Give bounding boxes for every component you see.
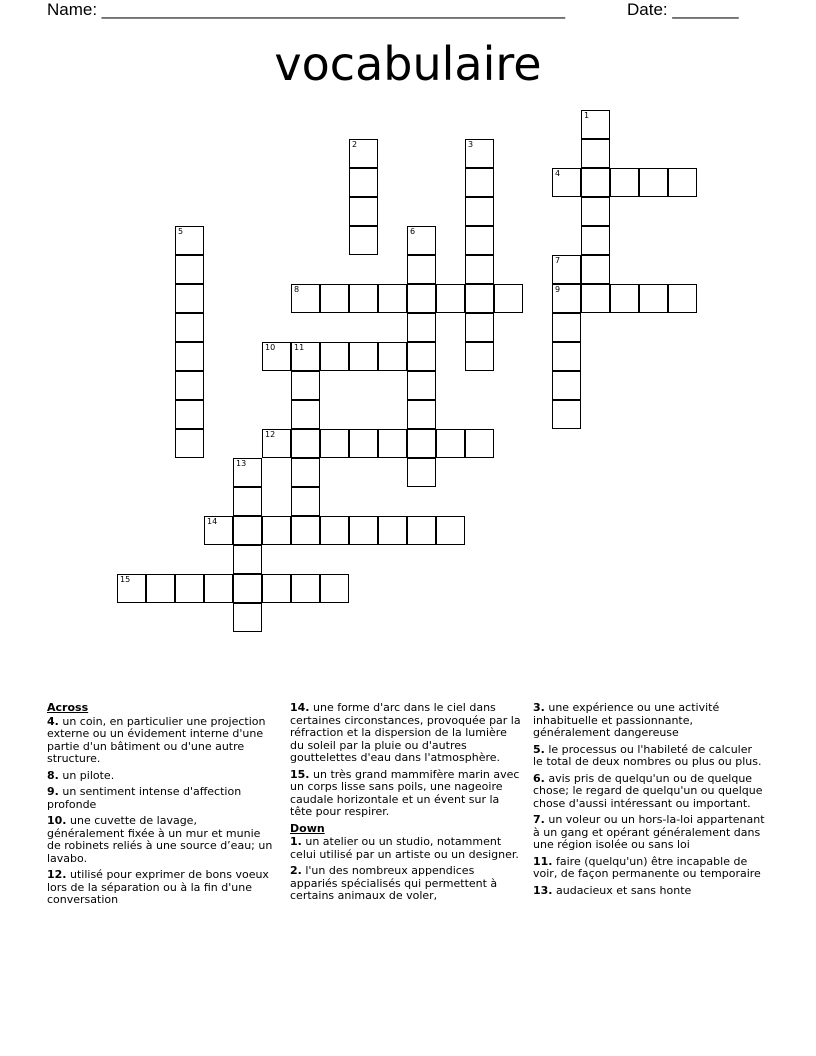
clue-number: 12. bbox=[47, 868, 67, 881]
clue-number: 15. bbox=[290, 767, 310, 781]
crossword-cell[interactable] bbox=[465, 255, 494, 284]
crossword-cell[interactable] bbox=[349, 197, 378, 226]
crossword-cell[interactable] bbox=[407, 342, 436, 371]
clue-across-4 bbox=[47, 716, 277, 766]
crossword-cell[interactable] bbox=[465, 313, 494, 342]
crossword-cell[interactable] bbox=[320, 574, 349, 603]
clue-number: 3. bbox=[533, 701, 545, 714]
clue-number: 4. bbox=[47, 714, 59, 728]
clue-down-5 bbox=[533, 744, 765, 769]
crossword-cell[interactable] bbox=[407, 429, 436, 458]
clue-number-label: 11 bbox=[294, 343, 305, 352]
crossword-cell[interactable] bbox=[668, 168, 697, 197]
crossword-cell[interactable] bbox=[610, 168, 639, 197]
crossword-cell[interactable] bbox=[465, 139, 494, 168]
clue-text: faire (quelqu'un) être incapable de voir, de façon permanente ou temporaire bbox=[533, 854, 761, 880]
clue-number: 10. bbox=[47, 814, 67, 827]
clue-number: 14. bbox=[290, 701, 310, 714]
clue-down-6 bbox=[533, 773, 765, 811]
crossword-cell[interactable] bbox=[581, 255, 610, 284]
crossword-cell[interactable] bbox=[175, 226, 204, 255]
clue-text: un pilote. bbox=[62, 768, 115, 782]
crossword-cell[interactable] bbox=[552, 255, 581, 284]
clue-across-12 bbox=[47, 869, 277, 907]
clue-number: 6. bbox=[533, 771, 545, 785]
crossword-cell[interactable] bbox=[291, 400, 320, 429]
clues-column-2 bbox=[290, 702, 522, 907]
clue-down-13 bbox=[533, 885, 765, 898]
crossword-cell[interactable] bbox=[436, 429, 465, 458]
crossword-cell[interactable] bbox=[291, 284, 320, 313]
crossword-cell[interactable] bbox=[175, 429, 204, 458]
crossword-cell[interactable] bbox=[552, 342, 581, 371]
clue-across-8 bbox=[47, 770, 277, 783]
crossword-cell[interactable] bbox=[320, 429, 349, 458]
crossword-cell[interactable] bbox=[233, 574, 262, 603]
across-heading: Across bbox=[47, 701, 89, 714]
crossword-cell[interactable] bbox=[465, 168, 494, 197]
crossword-cell[interactable] bbox=[465, 429, 494, 458]
crossword-cell[interactable] bbox=[378, 429, 407, 458]
clue-number: 11. bbox=[533, 854, 553, 868]
crossword-cell[interactable] bbox=[233, 458, 262, 487]
clue-number-label: 13 bbox=[236, 459, 247, 468]
crossword-cell[interactable] bbox=[291, 371, 320, 400]
clue-across-14 bbox=[290, 702, 522, 765]
clue-number-label: 8 bbox=[294, 285, 300, 294]
clue-number-label: 5 bbox=[178, 227, 184, 236]
crossword-cell[interactable] bbox=[291, 342, 320, 371]
crossword-cell[interactable] bbox=[233, 516, 262, 545]
clue-text: un coin, en particulier une projection externe ou un évidement interne d'une partie d'un bâtiment ou d'une autre structure. bbox=[47, 714, 266, 765]
clue-text: utilisé pour exprimer de bons voeux lors de la séparation ou à la fin d'une conversation bbox=[47, 868, 269, 906]
clue-number-label: 14 bbox=[207, 517, 218, 526]
crossword-cell[interactable] bbox=[639, 284, 668, 313]
clues-column-1 bbox=[47, 702, 277, 911]
crossword-cell[interactable] bbox=[262, 516, 291, 545]
crossword-cell[interactable] bbox=[552, 168, 581, 197]
clue-number: 8. bbox=[47, 768, 59, 782]
clue-down-2 bbox=[290, 865, 522, 903]
crossword-cell[interactable] bbox=[465, 197, 494, 226]
crossword-cell[interactable] bbox=[581, 139, 610, 168]
crossword-cell[interactable] bbox=[581, 284, 610, 313]
crossword-cell[interactable] bbox=[581, 110, 610, 139]
clue-number-label: 7 bbox=[555, 256, 561, 265]
crossword-cell[interactable] bbox=[378, 284, 407, 313]
date-field-line: Date: _______ bbox=[627, 0, 739, 19]
crossword-cell[interactable] bbox=[175, 342, 204, 371]
crossword-cell[interactable] bbox=[552, 313, 581, 342]
crossword-cell[interactable] bbox=[407, 516, 436, 545]
crossword-cell[interactable] bbox=[349, 342, 378, 371]
clue-down-1 bbox=[290, 836, 522, 861]
crossword-cell[interactable] bbox=[175, 284, 204, 313]
crossword-cell[interactable] bbox=[233, 545, 262, 574]
crossword-cell[interactable] bbox=[117, 574, 146, 603]
clue-text: le processus ou l'habileté de calculer le total de deux nombres ou plus ou plus. bbox=[533, 742, 762, 768]
crossword-cell[interactable] bbox=[407, 226, 436, 255]
crossword-cell[interactable] bbox=[291, 458, 320, 487]
clue-number-label: 12 bbox=[265, 430, 276, 439]
clue-across-9 bbox=[47, 786, 277, 811]
crossword-cell[interactable] bbox=[175, 255, 204, 284]
crossword-cell[interactable] bbox=[320, 342, 349, 371]
clue-text: un très grand mammifère marin avec un corps lisse sans poils, une nageoire caudale horizontale et un évent sur la tête pour respirer. bbox=[290, 767, 520, 818]
crossword-cell[interactable] bbox=[349, 226, 378, 255]
crossword-cell[interactable] bbox=[407, 400, 436, 429]
crossword-cell[interactable] bbox=[175, 574, 204, 603]
clue-number-label: 6 bbox=[410, 227, 416, 236]
clue-number-label: 4 bbox=[555, 169, 561, 178]
crossword-cell[interactable] bbox=[436, 516, 465, 545]
crossword-cell[interactable] bbox=[581, 197, 610, 226]
clue-text: l'un des nombreux appendices appariés spécialisés qui permettent à certains animaux de voler, bbox=[290, 864, 498, 902]
clue-text: un atelier ou un studio, notamment celui utilisé par un artiste ou un designer. bbox=[290, 835, 519, 861]
clue-number: 1. bbox=[290, 835, 302, 848]
crossword-cell[interactable] bbox=[639, 168, 668, 197]
crossword-cell[interactable] bbox=[349, 284, 378, 313]
clue-text: un sentiment intense d'affection profonde bbox=[47, 785, 242, 811]
crossword-cell[interactable] bbox=[407, 284, 436, 313]
crossword-cell[interactable] bbox=[349, 139, 378, 168]
clue-across-15 bbox=[290, 769, 522, 819]
crossword-cell[interactable] bbox=[581, 226, 610, 255]
clue-across-10 bbox=[47, 815, 277, 865]
crossword-cell[interactable] bbox=[552, 400, 581, 429]
clue-text: audacieux et sans honte bbox=[556, 883, 692, 897]
clue-number-label: 15 bbox=[120, 575, 131, 584]
crossword-cell[interactable] bbox=[291, 429, 320, 458]
crossword-cell[interactable] bbox=[175, 371, 204, 400]
clue-number: 5. bbox=[533, 742, 545, 756]
crossword-cell[interactable] bbox=[581, 168, 610, 197]
clue-down-7 bbox=[533, 814, 765, 852]
crossword-cell[interactable] bbox=[668, 284, 697, 313]
crossword-cell[interactable] bbox=[320, 284, 349, 313]
clue-number-label: 1 bbox=[584, 111, 590, 120]
crossword-cell[interactable] bbox=[407, 313, 436, 342]
crossword-cell[interactable] bbox=[349, 516, 378, 545]
crossword-cell[interactable] bbox=[233, 487, 262, 516]
clue-text: une forme d'arc dans le ciel dans certaines circonstances, provoquée par la réfraction et la dispersion de la lumière du soleil par la pluie ou d'autres gouttelettes d'eau dans l'atmosphère. bbox=[290, 701, 521, 764]
crossword-cell[interactable] bbox=[291, 487, 320, 516]
name-field-line: Name: _________________________________________________ bbox=[47, 0, 566, 19]
clue-text: avis pris de quelqu'un ou de quelque chose; le regard de quelqu'un ou quelque chose d'aussi intéressant ou important. bbox=[533, 771, 763, 810]
crossword-cell[interactable] bbox=[465, 226, 494, 255]
crossword-cell[interactable] bbox=[204, 516, 233, 545]
clue-text: un voleur ou un hors-la-loi appartenant à un gang et opérant généralement dans une région isolée ou sans loi bbox=[533, 813, 765, 851]
clue-number: 2. bbox=[290, 864, 302, 877]
crossword-cell[interactable] bbox=[610, 284, 639, 313]
crossword-cell[interactable] bbox=[204, 574, 233, 603]
crossword-cell[interactable] bbox=[262, 574, 291, 603]
crossword-cell[interactable] bbox=[494, 284, 523, 313]
clue-number: 13. bbox=[533, 883, 553, 897]
crossword-cell[interactable] bbox=[320, 516, 349, 545]
clue-number: 7. bbox=[533, 813, 545, 826]
crossword-cell[interactable] bbox=[465, 342, 494, 371]
crossword-cell[interactable] bbox=[291, 574, 320, 603]
crossword-cell[interactable] bbox=[407, 458, 436, 487]
crossword-cell[interactable] bbox=[291, 516, 320, 545]
crossword-cell[interactable] bbox=[262, 429, 291, 458]
clue-text: une expérience ou une activité inhabituelle et passionnante, généralement dangereuse bbox=[533, 701, 720, 739]
clues-column-3 bbox=[533, 702, 765, 901]
crossword-cell[interactable] bbox=[407, 371, 436, 400]
down-heading: Down bbox=[290, 821, 325, 835]
crossword-cell[interactable] bbox=[146, 574, 175, 603]
page-title: vocabulaire bbox=[274, 37, 542, 91]
crossword-cell[interactable] bbox=[262, 342, 291, 371]
clue-number: 9. bbox=[47, 785, 59, 798]
clue-down-3 bbox=[533, 702, 765, 740]
crossword-cell[interactable] bbox=[233, 603, 262, 632]
clue-number-label: 10 bbox=[265, 343, 276, 352]
clue-text: une cuvette de lavage, généralement fixée à un mur et munie de robinets reliés à une source d’eau; un lavabo. bbox=[47, 814, 273, 865]
clue-number-label: 3 bbox=[468, 140, 474, 149]
crossword-cell[interactable] bbox=[407, 255, 436, 284]
crossword-cell[interactable] bbox=[436, 284, 465, 313]
crossword-cell[interactable] bbox=[378, 342, 407, 371]
crossword-cell[interactable] bbox=[552, 284, 581, 313]
crossword-cell[interactable] bbox=[349, 168, 378, 197]
crossword-cell[interactable] bbox=[552, 371, 581, 400]
clue-number-label: 9 bbox=[555, 285, 561, 294]
crossword-cell[interactable] bbox=[465, 284, 494, 313]
clue-number-label: 2 bbox=[352, 140, 358, 149]
clue-down-11 bbox=[533, 856, 765, 881]
crossword-cell[interactable] bbox=[175, 313, 204, 342]
crossword-cell[interactable] bbox=[175, 400, 204, 429]
crossword-cell[interactable] bbox=[349, 429, 378, 458]
crossword-cell[interactable] bbox=[378, 516, 407, 545]
